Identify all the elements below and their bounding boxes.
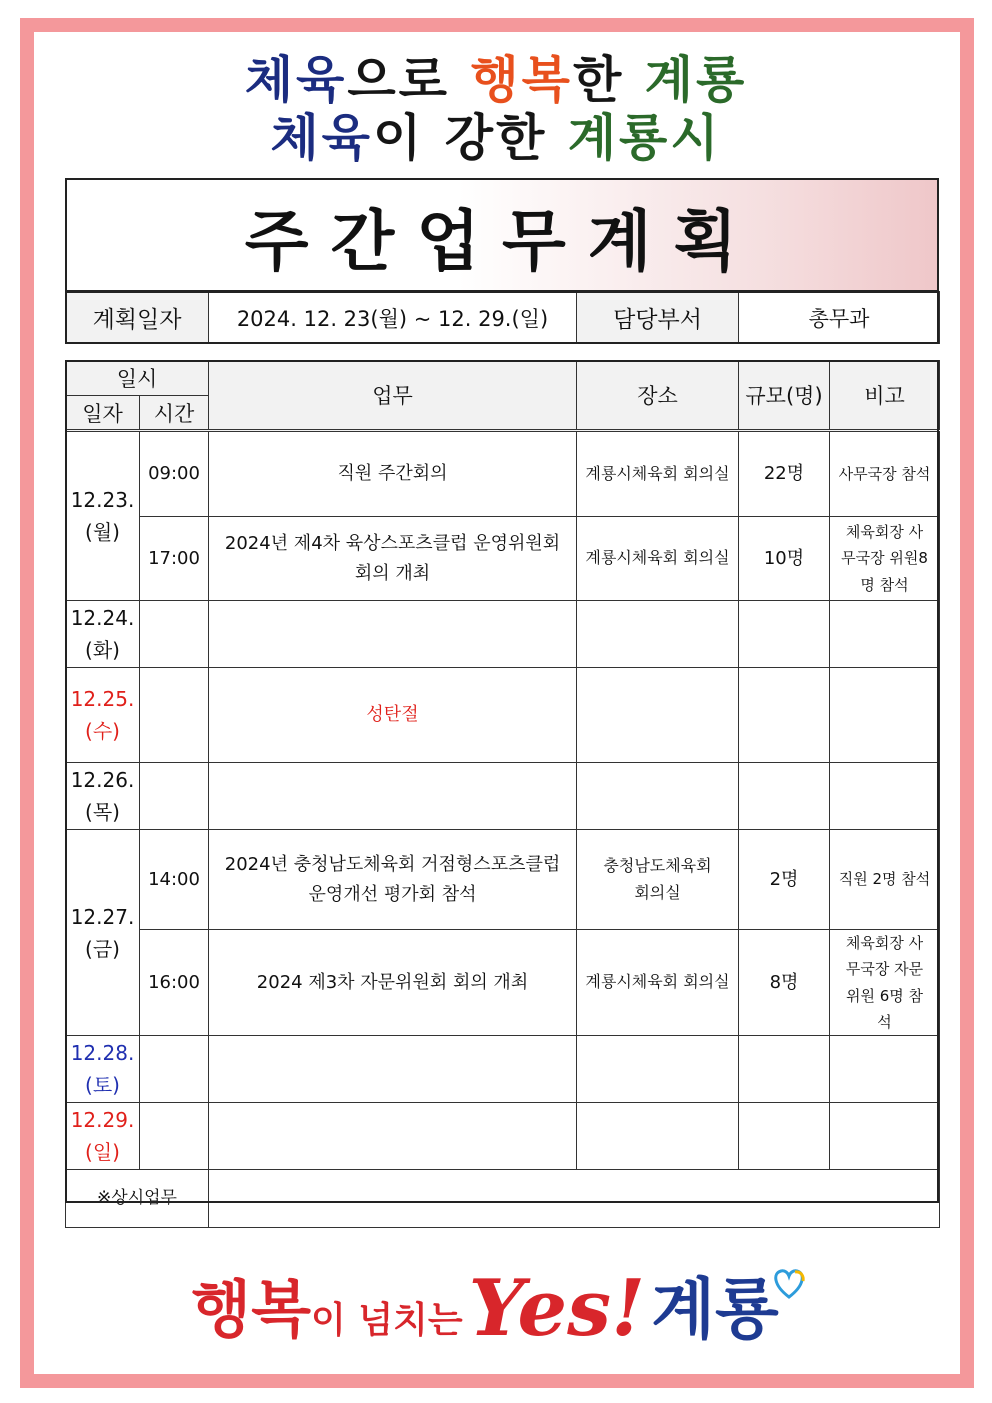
- info-table: [65, 291, 940, 344]
- place-cell: [577, 601, 739, 668]
- time-cell: [140, 763, 209, 830]
- table-row: [66, 1036, 940, 1103]
- dow-text: (월): [85, 520, 120, 544]
- note-cell: [830, 668, 940, 763]
- time-cell: 09:00: [140, 431, 209, 517]
- date-text: 12.27.: [70, 904, 135, 929]
- scale-cell: [739, 763, 830, 830]
- dow-text: (토): [85, 1073, 120, 1097]
- note-cell: [830, 1103, 940, 1170]
- time-cell: 14:00: [140, 830, 209, 930]
- table-row: [66, 763, 940, 830]
- table-row: [66, 1103, 940, 1170]
- footer-word: Yes!: [468, 1263, 646, 1354]
- slogan-word: 행복: [470, 50, 573, 109]
- scale-cell: [739, 601, 830, 668]
- slogan-line-1: [0, 50, 992, 110]
- header-task: 업무: [209, 361, 577, 431]
- schedule-table: [65, 360, 940, 1228]
- scale-cell: [739, 1036, 830, 1103]
- place-cell: [577, 1103, 739, 1170]
- header-note: 비고: [830, 361, 940, 431]
- task-cell: 성탄절: [209, 668, 577, 763]
- slogan-word: 계룡: [644, 50, 748, 109]
- table-row: [66, 431, 940, 517]
- task-cell: [209, 1103, 577, 1170]
- note-cell: 체육회장 사무국장 위원8명 참석: [830, 517, 940, 601]
- dow-text: (목): [85, 800, 120, 824]
- note-cell: 직원 2명 참석: [830, 830, 940, 930]
- date-text: 12.28.: [70, 1041, 135, 1065]
- slogan-word: 체육: [270, 108, 373, 167]
- slogan-line-2: [0, 108, 992, 168]
- dow-text: (금): [85, 936, 120, 961]
- place-cell: [577, 668, 739, 763]
- table-row: [66, 830, 940, 930]
- date-cell: [66, 668, 140, 763]
- footer-word: 이 넘치는: [310, 1299, 463, 1341]
- time-cell: 16:00: [140, 930, 209, 1036]
- note-cell: [830, 1036, 940, 1103]
- table-row: [66, 517, 940, 601]
- scale-cell: 10명: [739, 517, 830, 601]
- date-cell: [66, 830, 140, 1036]
- date-text: 12.26.: [70, 768, 135, 792]
- date-cell: [66, 763, 140, 830]
- task-cell: 2024 제3차 자문위원회 회의 개최: [209, 930, 577, 1036]
- header-date: 일자: [66, 396, 140, 431]
- date-cell: [66, 431, 140, 601]
- plan-date-value: 2024. 12. 23(월) ~ 12. 29.(일): [209, 292, 577, 344]
- slogan-word: 이 강한: [372, 108, 568, 167]
- note-cell: [830, 601, 940, 668]
- time-cell: 17:00: [140, 517, 209, 601]
- place-cell: [577, 1036, 739, 1103]
- slogan-word: 체육: [244, 50, 348, 109]
- footer-word: 행복: [191, 1273, 311, 1346]
- plan-date-label: 계획일자: [66, 292, 209, 344]
- time-cell: [140, 668, 209, 763]
- task-cell: [209, 601, 577, 668]
- heart-icon: [769, 1263, 809, 1303]
- dept-value: 총무과: [739, 292, 940, 344]
- regular-task-cell: [209, 1170, 940, 1228]
- scale-cell: 8명: [739, 930, 830, 1036]
- slogan-word: 으로: [347, 50, 471, 109]
- task-cell: 직원 주간회의: [209, 431, 577, 517]
- date-cell: [66, 601, 140, 668]
- page-title: 주간업무계획: [244, 202, 760, 280]
- title-banner: [65, 178, 939, 292]
- scale-cell: [739, 668, 830, 763]
- dow-text: (수): [85, 719, 120, 743]
- place-cell: [577, 763, 739, 830]
- time-cell: [140, 601, 209, 668]
- place-cell: 충청남도체육회 회의실: [577, 830, 739, 930]
- place-cell: 계룡시체육회 회의실: [577, 930, 739, 1036]
- header-time: 시간: [140, 396, 209, 431]
- table-row: [66, 1170, 940, 1228]
- dow-text: (화): [85, 638, 120, 662]
- date-cell: [66, 1036, 140, 1103]
- scale-cell: 2명: [739, 830, 830, 930]
- regular-task-label: ※상시업무: [66, 1170, 209, 1228]
- task-cell: 2024년 제4차 육상스포츠클럽 운영위원회 회의 개최: [209, 517, 577, 601]
- place-cell: 계룡시체육회 회의실: [577, 517, 739, 601]
- date-cell: [66, 1103, 140, 1170]
- date-text: 12.23.: [70, 488, 135, 512]
- header-place: 장소: [577, 361, 739, 431]
- time-cell: [140, 1103, 209, 1170]
- note-cell: 사무국장 참석: [830, 431, 940, 517]
- header-datetime: 일시: [66, 361, 209, 396]
- dow-text: (일): [85, 1140, 120, 1164]
- task-cell: [209, 763, 577, 830]
- scale-cell: 22명: [739, 431, 830, 517]
- note-cell: 체육회장 사무국장 자문위원 6명 참석: [830, 930, 940, 1036]
- task-cell: [209, 1036, 577, 1103]
- dept-label: 담당부서: [577, 292, 739, 344]
- table-row: [66, 668, 940, 763]
- table-row: [66, 601, 940, 668]
- note-cell: [830, 763, 940, 830]
- place-cell: 계룡시체육회 회의실: [577, 431, 739, 517]
- task-cell: 2024년 충청남도체육회 거점형스포츠클럽 운영개선 평가회 참석: [209, 830, 577, 930]
- scale-cell: [739, 1103, 830, 1170]
- table-row: [66, 930, 940, 1036]
- date-text: 12.25.: [70, 687, 135, 711]
- date-text: 12.24.: [70, 606, 135, 630]
- slogan-word: 한: [572, 50, 645, 109]
- date-text: 12.29.: [70, 1108, 135, 1132]
- slogan-word: 계룡시: [567, 108, 722, 167]
- footer-slogan: [190, 1255, 810, 1355]
- time-cell: [140, 1036, 209, 1103]
- header-scale: 규모(명): [739, 361, 830, 431]
- footer-word: 계룡: [651, 1270, 779, 1348]
